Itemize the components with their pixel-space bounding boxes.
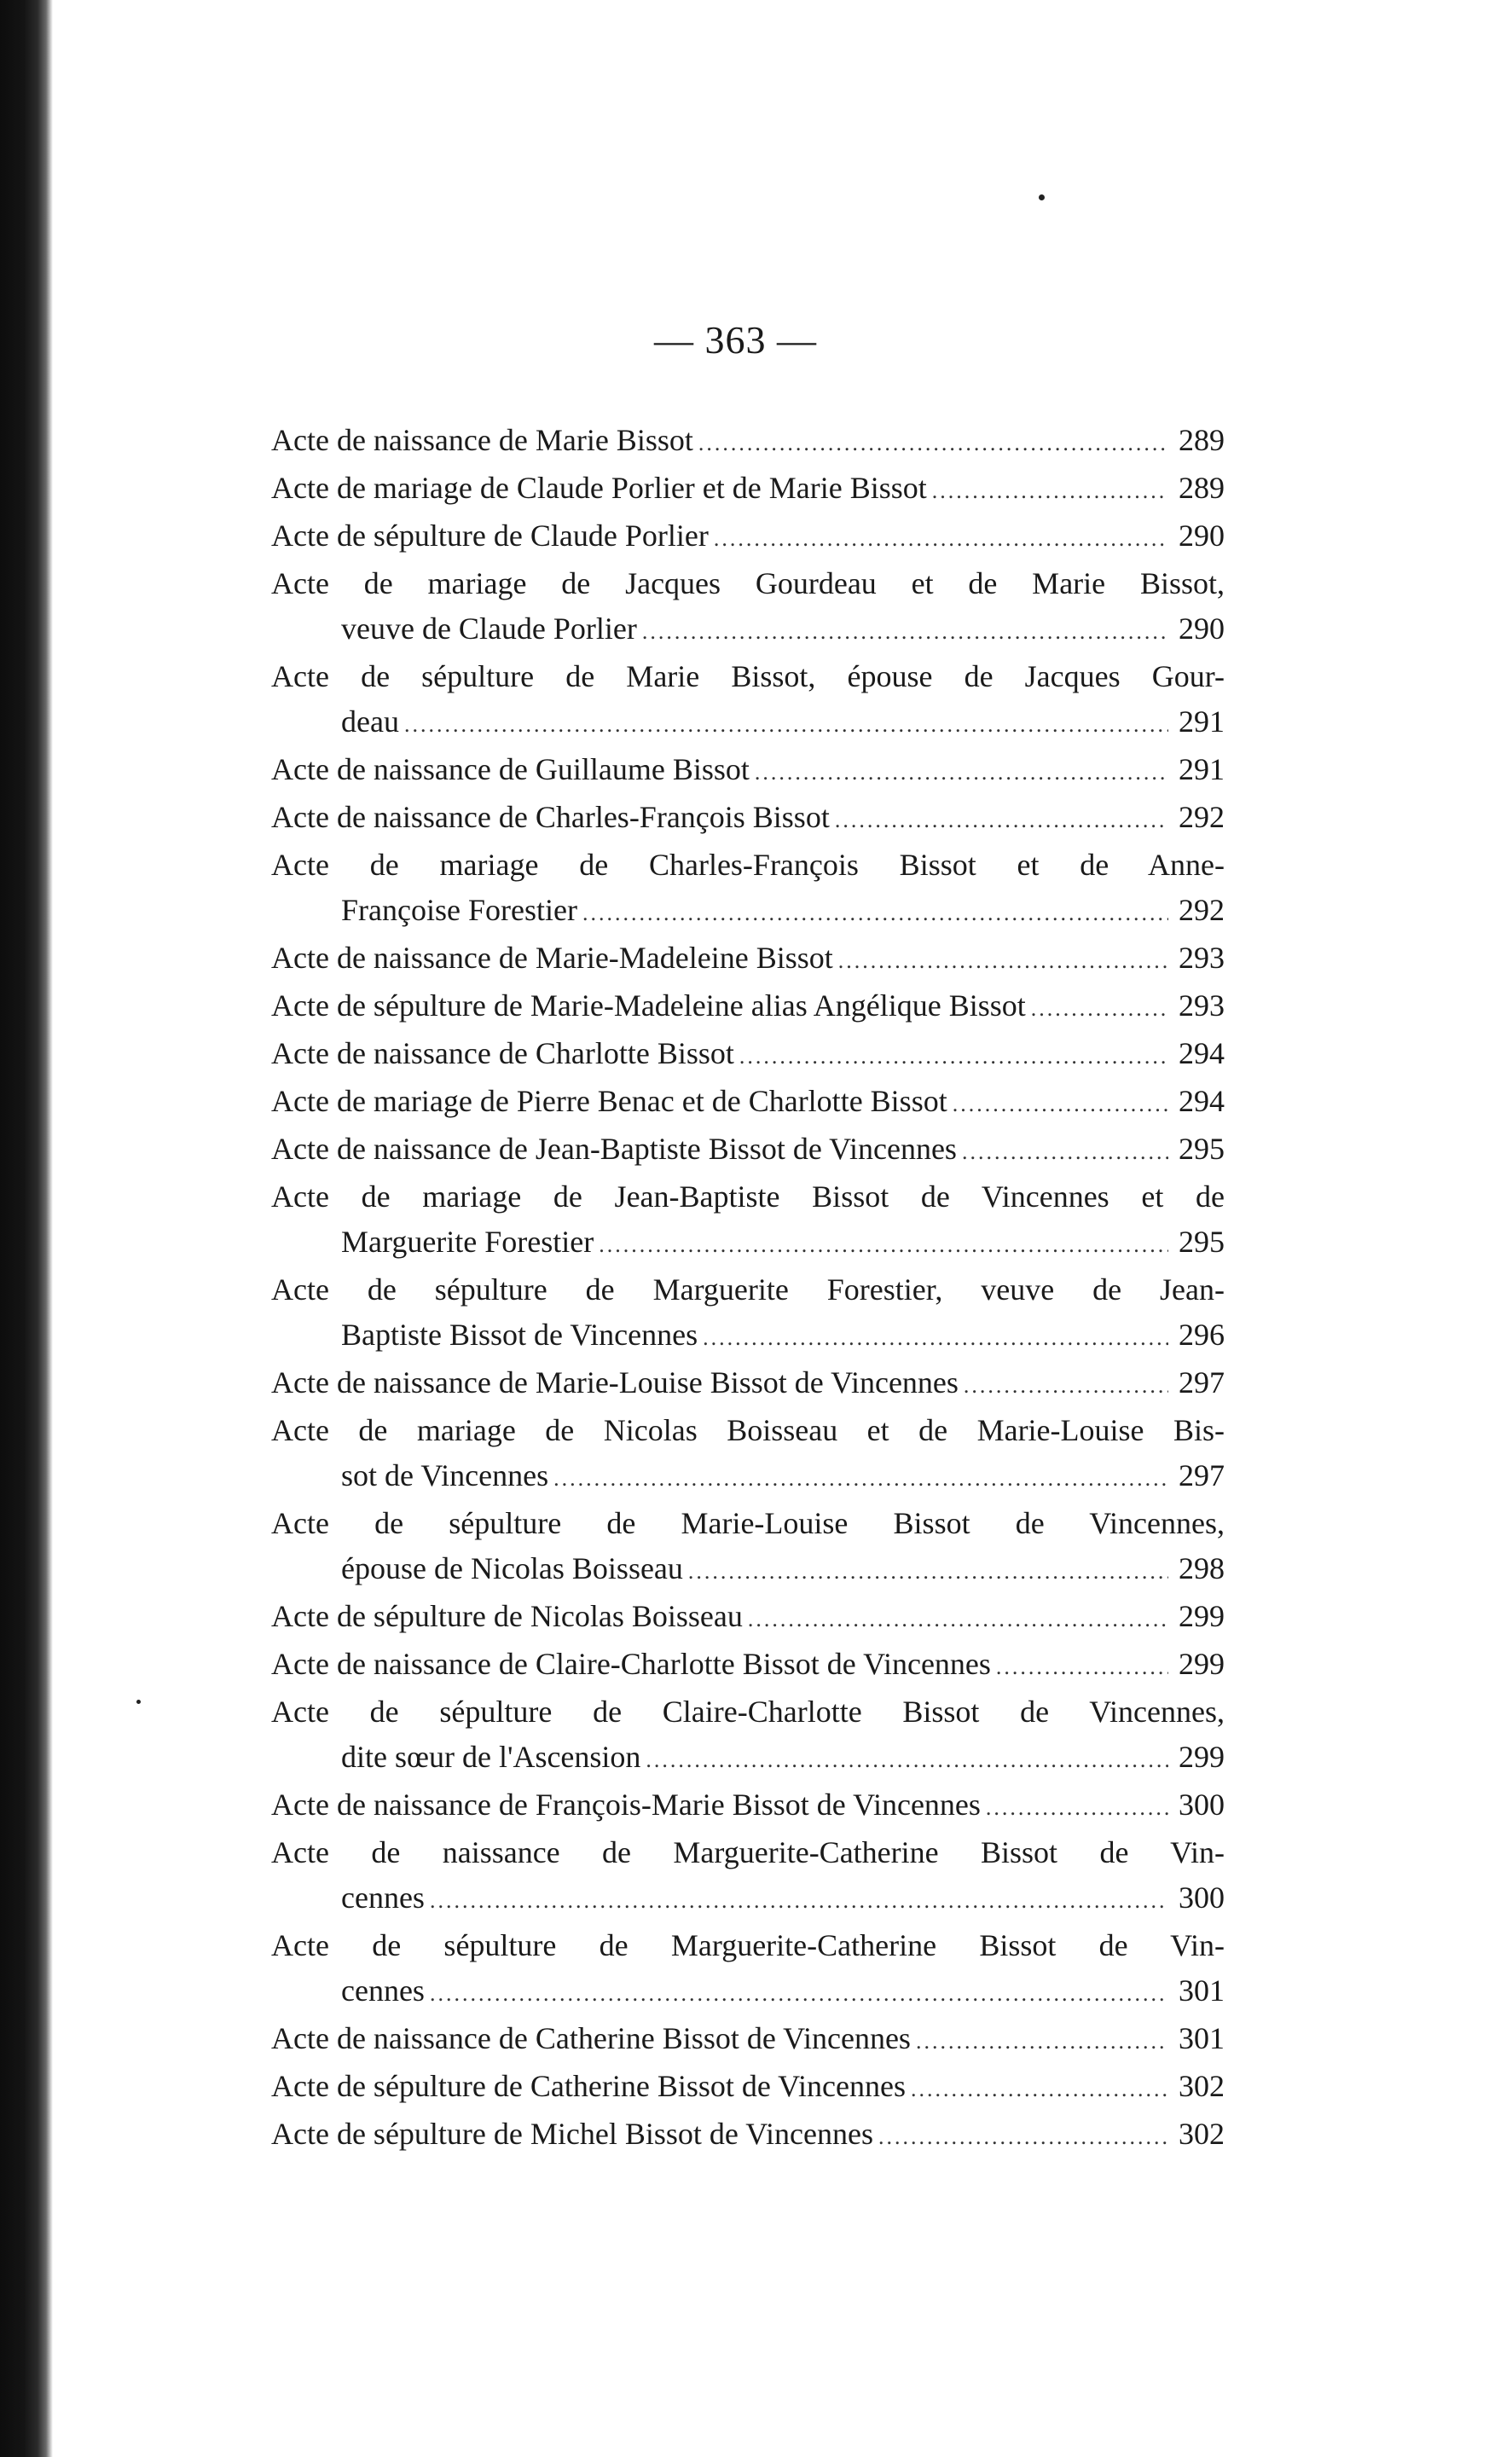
toc-entry: [271, 1923, 1225, 2016]
dot-leader: [642, 609, 1168, 654]
toc-entry-page-number: 302: [1179, 2117, 1225, 2151]
toc-entry: [271, 1408, 1225, 1501]
ink-speck: [136, 1700, 141, 1704]
toc-entry: [271, 466, 1225, 513]
dot-leader: [1031, 986, 1168, 1031]
dot-leader: [404, 702, 1168, 747]
toc-entry-title-line: Acte de sépulture de Claude Porlier: [271, 519, 709, 553]
toc-entry: [271, 418, 1225, 466]
toc-entry-title-line: Acte de naissance de Jean-Baptiste Bissot de Vincennes: [271, 1132, 957, 1166]
toc-entry-page-number: 291: [1179, 752, 1225, 786]
toc-entry-page-number: 299: [1179, 1647, 1225, 1681]
toc-entry: [271, 936, 1225, 983]
toc-entry-page-number: 296: [1179, 1318, 1225, 1352]
toc-entry-title-line: Acte de sépulture de Nicolas Boisseau: [271, 1599, 743, 1633]
toc-entry-title-line: Baptiste Bissot de Vincennes: [341, 1318, 698, 1352]
toc-entry: [271, 1830, 1225, 1923]
dot-leader: [714, 516, 1168, 561]
dot-leader: [932, 468, 1168, 513]
toc-entry-title-line: Acte de sépulture de Claire-Charlotte Bissot de Vincennes,: [271, 1695, 1225, 1729]
toc-entry: [271, 1174, 1225, 1267]
toc-entry-title-line: Acte de sépulture de Catherine Bissot de Vincennes: [271, 2069, 906, 2103]
toc-entry-title-line: Acte de mariage de Pierre Benac et de Charlotte Bissot: [271, 1084, 947, 1118]
toc-entry-page-number: 293: [1179, 941, 1225, 975]
toc-entry-title-line: Acte de mariage de Charles-François Bissot et de Anne-: [271, 848, 1225, 882]
toc-entry: [271, 843, 1225, 936]
dot-leader: [996, 1644, 1168, 1689]
toc-entry-page-number: 297: [1179, 1365, 1225, 1399]
toc-entry-page-number: 290: [1179, 611, 1225, 646]
toc-entry: [271, 1127, 1225, 1174]
toc-entry: [271, 1079, 1225, 1127]
toc-entry-title-line: épouse de Nicolas Boisseau: [341, 1551, 683, 1585]
dot-leader: [688, 1549, 1168, 1594]
toc-entry: [271, 513, 1225, 561]
toc-entry: [271, 561, 1225, 654]
toc-entry: [271, 2016, 1225, 2064]
toc-entry-page-number: 292: [1179, 800, 1225, 834]
dot-leader: [755, 750, 1168, 795]
toc-entry: [271, 795, 1225, 843]
dot-leader: [916, 2019, 1168, 2064]
toc-entry-page-number: 292: [1179, 893, 1225, 927]
dot-leader: [962, 1129, 1168, 1174]
toc-entry-page-number: 289: [1179, 423, 1225, 457]
toc-entry-page-number: 297: [1179, 1458, 1225, 1492]
toc-entry-page-number: 301: [1179, 2021, 1225, 2055]
toc-entry-page-number: 291: [1179, 704, 1225, 739]
toc-entry-title-line: Acte de naissance de Charlotte Bissot: [271, 1036, 734, 1070]
dot-leader: [698, 420, 1168, 466]
page-number: — 363 —: [654, 318, 817, 362]
toc-entry-page-number: 293: [1179, 988, 1225, 1023]
toc-entry-page-number: 301: [1179, 1973, 1225, 2008]
toc-entry-page-number: 300: [1179, 1880, 1225, 1915]
toc-entry: [271, 2064, 1225, 2112]
toc-entry-page-number: 294: [1179, 1084, 1225, 1118]
toc-entry-title-line: Acte de sépulture de Marie-Louise Bissot de Vincennes,: [271, 1506, 1225, 1540]
toc-entry: [271, 1782, 1225, 1830]
dot-leader: [878, 2114, 1168, 2159]
dot-leader: [430, 1878, 1168, 1923]
toc-entry-title-line: sot de Vincennes: [341, 1458, 549, 1492]
toc-entry-title-line: Acte de mariage de Jacques Gourdeau et de Marie Bissot,: [271, 566, 1225, 600]
toc-entry-title-line: Acte de sépulture de Michel Bissot de Vincennes: [271, 2117, 873, 2151]
toc-entry: [271, 2112, 1225, 2159]
toc-entry-title-line: Acte de sépulture de Marie-Madeleine alias Angélique Bissot: [271, 988, 1026, 1023]
dot-leader: [953, 1081, 1168, 1127]
ink-speck: [1039, 194, 1045, 200]
dot-leader: [739, 1034, 1168, 1079]
dot-leader: [835, 797, 1168, 843]
dot-leader: [838, 938, 1168, 983]
toc-entry-title-line: Acte de naissance de Claire-Charlotte Bissot de Vincennes: [271, 1647, 991, 1681]
toc-entry-title-line: Acte de sépulture de Marguerite-Catherine Bissot de Vin-: [271, 1928, 1225, 1962]
toc-entry: [271, 747, 1225, 795]
toc-entry-page-number: 295: [1179, 1225, 1225, 1259]
toc-entry-title-line: Acte de naissance de Marie-Madeleine Bissot: [271, 941, 833, 975]
toc-entry-title-line: Acte de naissance de Marguerite-Catherine Bissot de Vin-: [271, 1835, 1225, 1869]
toc-entry-page-number: 294: [1179, 1036, 1225, 1070]
toc-entry-page-number: 290: [1179, 519, 1225, 553]
toc-entry-title-line: dite sœur de l'Ascension: [341, 1740, 641, 1774]
toc-entry: [271, 654, 1225, 747]
toc-entry-title-line: Acte de mariage de Jean-Baptiste Bissot de Vincennes et de: [271, 1179, 1225, 1214]
toc-entry-title-line: Acte de naissance de Guillaume Bissot: [271, 752, 750, 786]
toc-entry-page-number: 300: [1179, 1788, 1225, 1822]
toc-entry-page-number: 295: [1179, 1132, 1225, 1166]
dot-leader: [582, 890, 1168, 936]
toc-entry-title-line: Acte de naissance de Catherine Bissot de Vincennes: [271, 2021, 911, 2055]
toc-entry: [271, 1689, 1225, 1782]
toc-entry: [271, 1501, 1225, 1594]
toc-entry-page-number: 298: [1179, 1551, 1225, 1585]
table-of-contents: [271, 418, 1225, 2159]
toc-entry: [271, 1267, 1225, 1360]
dot-leader: [430, 1971, 1168, 2016]
toc-entry: [271, 1594, 1225, 1642]
toc-entry-page-number: 302: [1179, 2069, 1225, 2103]
dot-leader: [703, 1315, 1168, 1360]
toc-entry-title-line: Marguerite Forestier: [341, 1225, 594, 1259]
dot-leader: [646, 1737, 1168, 1782]
book-binding-edge: [0, 0, 53, 2457]
toc-entry-title-line: Acte de sépulture de Marie Bissot, épouse de Jacques Gour-: [271, 659, 1225, 693]
toc-entry-title-line: cennes: [341, 1973, 425, 2008]
toc-entry-title-line: Acte de mariage de Nicolas Boisseau et de Marie-Louise Bis-: [271, 1413, 1225, 1447]
toc-entry-title-line: Françoise Forestier: [341, 893, 577, 927]
toc-entry: [271, 983, 1225, 1031]
toc-entry-page-number: 299: [1179, 1599, 1225, 1633]
toc-entry-title-line: Acte de mariage de Claude Porlier et de Marie Bissot: [271, 471, 927, 505]
toc-entry-title-line: Acte de naissance de François-Marie Bissot de Vincennes: [271, 1788, 981, 1822]
toc-entry-title-line: Acte de naissance de Marie-Louise Bissot de Vincennes: [271, 1365, 959, 1399]
toc-entry-title-line: Acte de naissance de Charles-François Bissot: [271, 800, 830, 834]
toc-entry-page-number: 289: [1179, 471, 1225, 505]
toc-entry-title-line: cennes: [341, 1880, 425, 1915]
toc-entry-title-line: deau: [341, 704, 399, 739]
toc-entry-page-number: 299: [1179, 1740, 1225, 1774]
toc-entry-title-line: veuve de Claude Porlier: [341, 611, 637, 646]
dot-leader: [964, 1363, 1168, 1408]
dot-leader: [986, 1785, 1168, 1830]
toc-entry-title-line: Acte de sépulture de Marguerite Forestier, veuve de Jean-: [271, 1272, 1225, 1307]
toc-entry-title-line: Acte de naissance de Marie Bissot: [271, 423, 693, 457]
toc-entry: [271, 1642, 1225, 1689]
dot-leader: [748, 1596, 1168, 1642]
dot-leader: [599, 1222, 1168, 1267]
dot-leader: [553, 1456, 1168, 1501]
toc-entry: [271, 1031, 1225, 1079]
dot-leader: [911, 2066, 1168, 2112]
toc-entry: [271, 1360, 1225, 1408]
